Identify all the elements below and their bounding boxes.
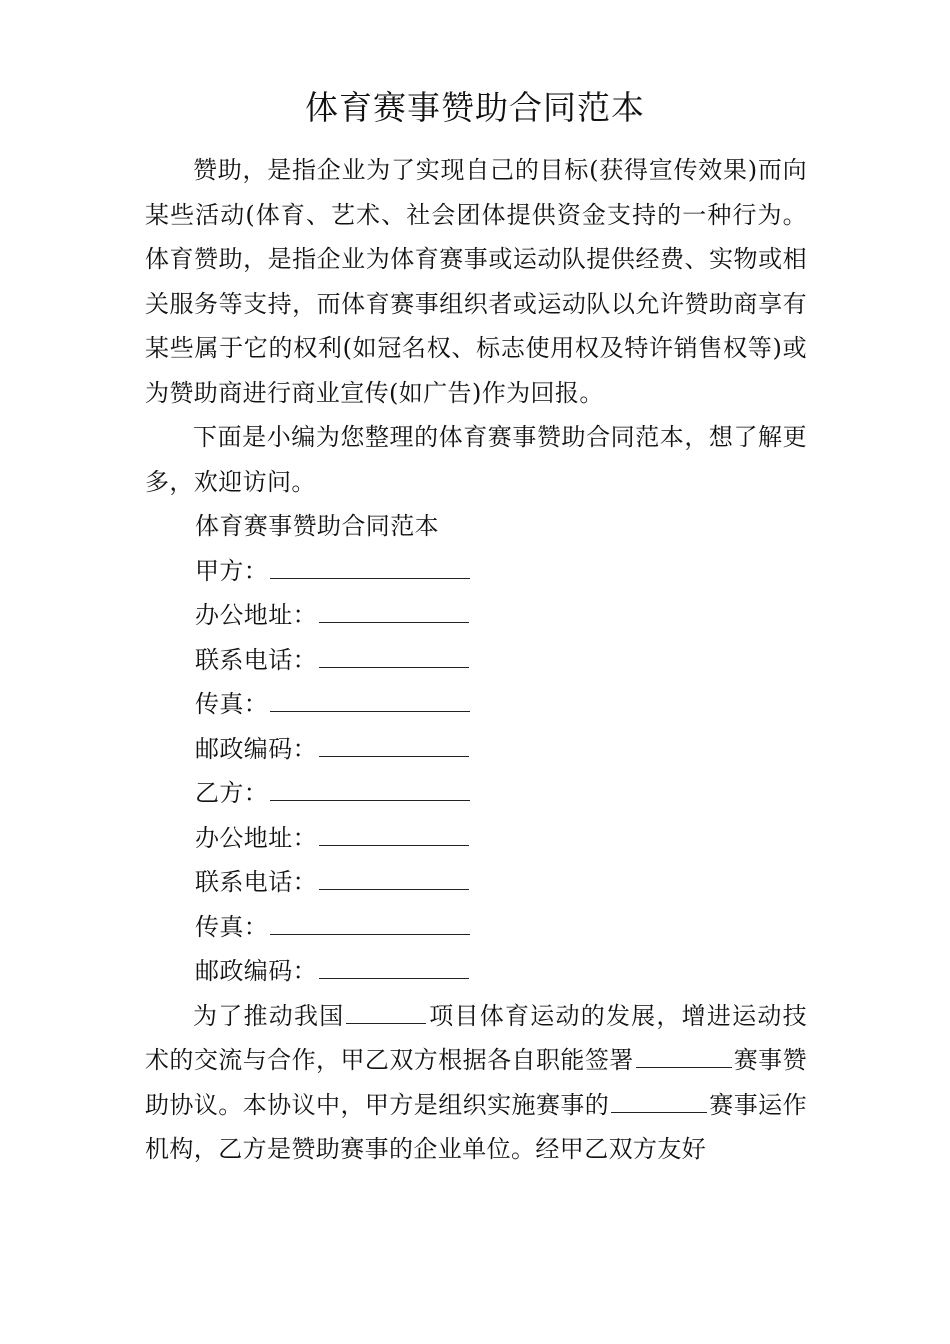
party-a-name-label: 甲方： (195, 556, 269, 585)
clause-part-1: 为了推动我国 (193, 1001, 345, 1030)
party-b-postcode-blank (319, 953, 469, 979)
party-a-address-label: 办公地址： (195, 601, 317, 629)
contract-heading: 体育赛事赞助合同范本 (195, 512, 439, 540)
party-b-name-label: 乙方： (195, 779, 269, 807)
clause-part-2: 项目体育运动的发展，增进运动技术的交流与合作，甲乙双方根据各自职能签署 (145, 1001, 808, 1074)
intro-paragraph-2: 下面是小编为您整理的体育赛事赞助合同范本，想了解更多，欢迎访问。 (145, 423, 807, 496)
party-a-phone-label: 联系电话： (195, 645, 317, 674)
party-b-address-blank (319, 819, 469, 845)
party-a-fax-line (145, 682, 807, 727)
intro-paragraph-1: 赞助，是指企业为了实现自己的目标(获得宣传效果)而向某些活动(体育、艺术、社会团体提供资金支持的一种行为。体育赞助，是指企业为体育赛事或运动队提供经费、实物或相关服务等支持，而体育赛事组织者或运动队以允许赞助商享有某些属于它的权利(如冠名权、标志使用权及特许销售权等)或为赞助商进行商业宣传(如广告)作为回报。 (145, 156, 807, 407)
party-b-address-label: 办公地址： (195, 823, 317, 852)
party-b-fax-blank (270, 908, 470, 934)
event-name-blank (636, 1042, 732, 1068)
party-b-phone-blank (319, 864, 469, 890)
party-a-address-blank (319, 597, 469, 623)
party-a-phone-blank (319, 641, 469, 667)
document-title: 体育赛事赞助合同范本 (305, 88, 645, 127)
clause-part-4: 赛事运作机构，乙方是赞助赛事的企业单位。经甲乙双方友好 (145, 1090, 807, 1163)
party-b-phone-label: 联系电话： (195, 868, 317, 896)
party-b-postcode-line (145, 949, 807, 994)
party-b-address-line (145, 816, 807, 861)
party-b-postcode-label: 邮政编码： (195, 957, 317, 985)
organizer-blank (611, 1086, 707, 1112)
party-b-fax-line (145, 905, 807, 950)
party-a-name-blank (270, 552, 470, 578)
party-a-name-line (145, 549, 807, 594)
party-b-name-line (145, 771, 807, 816)
party-a-fax-blank (270, 686, 470, 712)
party-a-postcode-blank (319, 730, 469, 756)
party-a-phone-line (145, 638, 807, 683)
clause-paragraph (145, 994, 807, 1172)
party-a-postcode-label: 邮政编码： (195, 734, 317, 763)
document-body (145, 148, 807, 1172)
clause-part-3: 赛事赞助协议。本协议中，甲方是组织实施赛事的 (145, 1046, 808, 1119)
sport-item-blank (346, 997, 426, 1023)
party-b-name-blank (270, 775, 470, 801)
party-b-phone-line (145, 860, 807, 905)
party-b-fax-label: 传真： (195, 912, 269, 941)
party-a-fax-label: 传真： (195, 690, 269, 718)
party-a-postcode-line (145, 727, 807, 772)
party-a-address-line (145, 593, 807, 638)
